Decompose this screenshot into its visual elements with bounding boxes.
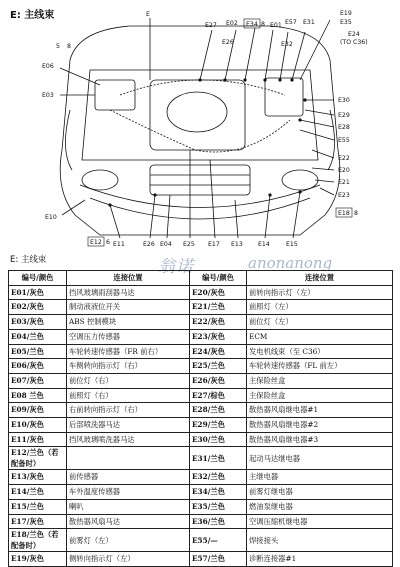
connection-location: 车侧转向指示灯（右） (67, 359, 190, 374)
table-title: E: 主线束 (10, 255, 47, 265)
table-row (9, 403, 393, 418)
connection-location: 发电机线束（至 C36） (247, 344, 393, 359)
connection-location: 右前转向指示灯（右） (67, 403, 190, 418)
connector-code: E21/兰色 (190, 300, 247, 315)
connection-location: 车外温度传感器 (67, 485, 190, 500)
table-row (9, 470, 393, 485)
connection-location: 空调压力传感器 (67, 329, 190, 344)
callout-e06: E06 (42, 63, 54, 70)
connector-code: E13/灰色 (9, 470, 67, 485)
connection-location: 前位灯（左） (247, 315, 393, 330)
table-body (9, 285, 393, 566)
table-row (9, 329, 393, 344)
connection-location (67, 447, 190, 470)
connector-code: E04/兰色 (9, 329, 67, 344)
connection-location: 前传感器 (67, 470, 190, 485)
connection-location: 诊断连接器#1 (247, 552, 393, 567)
table-row (9, 344, 393, 359)
connection-location: 前照灯（左） (247, 300, 393, 315)
connection-location: 主保险丝盒 (247, 388, 393, 403)
callout-e21: E21 (338, 179, 350, 186)
callout-e18: E18 (338, 210, 350, 217)
connector-code: E29/兰色 (190, 418, 247, 433)
callout-e13: E13 (231, 241, 243, 248)
connection-location: 散热器风扇马达 (67, 514, 190, 529)
callout-e12-num: 6 (106, 239, 110, 246)
callout-e10: E10 (45, 214, 57, 221)
connector-code: E14/兰色 (9, 485, 67, 500)
callout-e23: E23 (338, 192, 350, 199)
callout-e02: E02 (226, 20, 238, 27)
table-row (9, 529, 393, 552)
callout-e17: E17 (208, 241, 220, 248)
connector-code: E20/灰色 (190, 285, 247, 300)
connection-location: 起动马达继电器 (247, 447, 393, 470)
table-row (9, 300, 393, 315)
connection-location: 散热器风扇继电器#2 (247, 418, 393, 433)
callout-e18-num: 8 (354, 210, 358, 217)
watermark-en: anonanong (248, 254, 333, 272)
connector-code: E05/兰色 (9, 344, 67, 359)
connection-location: 挡风玻璃喷洗器马达 (67, 432, 190, 447)
callout-e: E (146, 11, 150, 18)
callout-e30: E30 (338, 97, 350, 104)
connection-location: 侧转向指示灯（左） (67, 552, 190, 567)
connection-location: 主保险丝盒 (247, 373, 393, 388)
connection-location: 散热器风扇继电器#1 (247, 403, 393, 418)
callout-e25: E25 (183, 241, 195, 248)
connector-code: E07/灰色 (9, 373, 67, 388)
table-row (9, 432, 393, 447)
connection-location: 燃油泵继电器 (247, 499, 393, 514)
connector-code: E25/兰色 (190, 359, 247, 374)
table-row (9, 285, 393, 300)
callout-e57: E57 (285, 19, 297, 26)
engine-bay-drawing (0, 0, 400, 250)
callout-e55: E55 (338, 137, 350, 144)
callout-e14: E14 (258, 241, 270, 248)
connection-location: 车轮转速传感器（FR 前右） (67, 344, 190, 359)
connection-location: 制动液液位开关 (67, 300, 190, 315)
connector-code: E32/兰色 (190, 470, 247, 485)
connector-code: E31/兰色 (190, 447, 247, 470)
callout-e15: E15 (286, 241, 298, 248)
connector-code: E24/灰色 (190, 344, 247, 359)
table-row (9, 514, 393, 529)
callout-num-8: 8 (67, 43, 71, 50)
connection-location: 空调压缩机继电器 (247, 514, 393, 529)
table-row (9, 418, 393, 433)
table-row (9, 485, 393, 500)
connector-code: E01/灰色 (9, 285, 67, 300)
connector-code: E18/兰色（若配备时） (9, 529, 67, 552)
connector-code: E09/灰色 (9, 403, 67, 418)
callout-e28: E28 (338, 124, 350, 131)
connector-code: E06/灰色 (9, 359, 67, 374)
connector-code: E28/兰色 (190, 403, 247, 418)
connection-location: 主继电器 (247, 470, 393, 485)
table-row (9, 359, 393, 374)
callout-e19: E19 (340, 10, 352, 17)
callout-e11: E11 (113, 241, 125, 248)
table-header-row (9, 271, 393, 286)
callout-e35: E35 (340, 19, 352, 26)
connector-code: E03/灰色 (9, 315, 67, 330)
callout-num-5: 5 (56, 43, 60, 50)
table-row (9, 552, 393, 567)
connector-code: E27/棕色 (190, 388, 247, 403)
engine-bay-diagram (0, 0, 400, 250)
connector-code: E17/灰色 (9, 514, 67, 529)
connector-code: E12/兰色（若配备时） (9, 447, 67, 470)
callout-e12: E12 (90, 239, 102, 246)
callout-e34-num: 8 (261, 21, 265, 28)
connector-code: E55/— (190, 529, 247, 552)
callout-e03: E03 (42, 92, 54, 99)
connection-location: 喇叭 (67, 499, 190, 514)
connector-code: E30/兰色 (190, 432, 247, 447)
connection-location: 散热器风扇继电器#3 (247, 432, 393, 447)
header-location-2: 连接位置 (247, 271, 393, 286)
callout-e01: E01 (270, 22, 282, 29)
connector-code: E57/兰色 (190, 552, 247, 567)
connection-location: 前位灯（右） (67, 373, 190, 388)
connection-location: 前转向指示灯（左） (247, 285, 393, 300)
connector-code: E23/灰色 (190, 329, 247, 344)
table-row (9, 373, 393, 388)
header-code-1: 编号/颜色 (9, 271, 67, 286)
callout-e20: E20 (338, 167, 350, 174)
callout-e04: E04 (160, 241, 172, 248)
connector-code: E35/兰色 (190, 499, 247, 514)
callout-e24: E24 (348, 31, 360, 38)
watermark-cn: 翁诺 (158, 257, 194, 277)
connector-code: E15/兰色 (9, 499, 67, 514)
header-location-1: 连接位置 (67, 271, 190, 286)
connector-code: E22/灰色 (190, 315, 247, 330)
connector-code: E11/灰色 (9, 432, 67, 447)
connector-code: E10/灰色 (9, 418, 67, 433)
connection-location: ECM (247, 329, 393, 344)
connector-code: E08 兰色 (9, 388, 67, 403)
header-code-2: 编号/颜色 (190, 271, 247, 286)
connection-location: 前雾灯（左） (67, 529, 190, 552)
connection-location: 挡风玻璃雨刮器马达 (67, 285, 190, 300)
connection-location: 焊接接头 (247, 529, 393, 552)
table-row (9, 499, 393, 514)
connector-table (8, 270, 393, 567)
connector-code: E19/灰色 (9, 552, 67, 567)
connector-code: E02/灰色 (9, 300, 67, 315)
connector-code: E36/兰色 (190, 514, 247, 529)
callout-e29: E29 (338, 112, 350, 119)
callout-e26-inner: E26 (222, 39, 234, 46)
callout-e34: E34 (246, 21, 258, 28)
table-row (9, 447, 393, 470)
callout-e27: E27 (205, 22, 217, 29)
connector-code: E26/灰色 (190, 373, 247, 388)
connection-location: ABS 控制模块 (67, 315, 190, 330)
connection-location: 车轮转速传感器（FL 前左） (247, 359, 393, 374)
table-row (9, 388, 393, 403)
callout-e24-to: (TO C36) (340, 39, 368, 46)
table-row (9, 315, 393, 330)
connection-location: 后部喷洗器马达 (67, 418, 190, 433)
callout-e31: E31 (303, 19, 315, 26)
section-title: E: 主线束 (10, 10, 55, 21)
connection-location: 前照灯（右） (67, 388, 190, 403)
callout-e32: E32 (281, 41, 293, 48)
connector-code: E34/兰色 (190, 485, 247, 500)
callout-e26: E26 (143, 241, 155, 248)
callout-e22: E22 (338, 155, 350, 162)
connection-location: 前雾灯继电器 (247, 485, 393, 500)
